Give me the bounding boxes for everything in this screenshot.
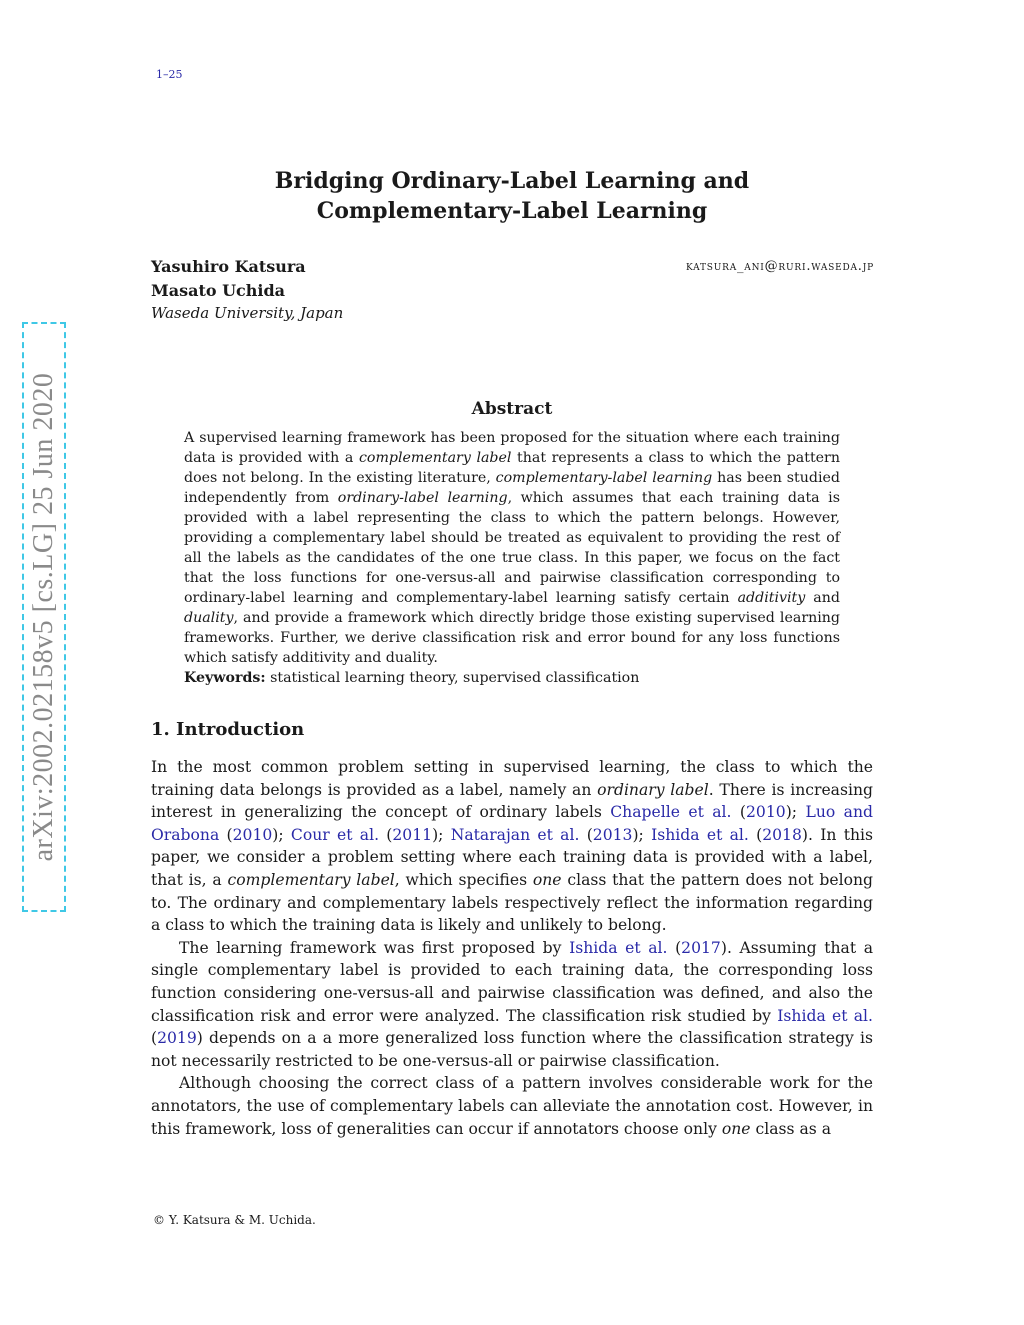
citation-link[interactable]: Chapelle et al.: [610, 803, 732, 822]
citation-link[interactable]: Cour et al.: [290, 825, 380, 844]
citation-year-link[interactable]: 2017: [681, 938, 721, 957]
citation-year-link[interactable]: 2018: [762, 825, 802, 844]
affiliation: Waseda University, Japan: [151, 304, 344, 322]
page-range: 1–25: [156, 68, 183, 81]
abstract-heading: Abstract: [471, 399, 553, 419]
paragraph-2: The learning framework was first proposed by Ishida et al. (2017). Assuming that a single complementary label is provided to each training data, the corresponding loss function considering one-versus-all and pairwise classification was defined, and also the classification risk and error were analyzed. The classification risk studied by Ishida et al. (2019) depends on a a more generalized loss function where the classification strategy is not necessarily restricted to be one-versus-all or pairwise classification.: [151, 938, 873, 1070]
copyright-footer: © Y. Katsura & M. Uchida.: [153, 1213, 316, 1227]
citation-year-link[interactable]: 2010: [232, 825, 273, 844]
citation-year-link[interactable]: 2013: [592, 825, 633, 844]
keywords-label: Keywords:: [184, 670, 266, 686]
author-2: Masato Uchida: [151, 281, 286, 300]
keywords: [184, 670, 639, 686]
citation-link[interactable]: Ishida et al.: [777, 1006, 873, 1025]
citation-year-link[interactable]: 2010: [746, 803, 786, 822]
keywords-text: statistical learning theory, supervised classification: [265, 670, 640, 686]
citation-link[interactable]: Ishida et al.: [651, 825, 749, 844]
paper-title: [150, 166, 874, 226]
arxiv-stamp-text: arXiv:2002.02158v5 [cs.LG] 25 Jun 2020: [28, 372, 59, 862]
citation-year-link[interactable]: 2011: [392, 825, 433, 844]
citation-link[interactable]: Luo and Orabona: [151, 803, 873, 844]
title-line-2: Complementary-Label Learning: [316, 198, 708, 224]
introduction-body: [151, 756, 873, 1140]
title-line-1: Bridging Ordinary-Label Learning and: [274, 168, 750, 194]
section-heading-introduction: 1. Introduction: [151, 719, 305, 740]
paragraph-3: Although choosing the correct class of a pattern involves considerable work for the annotators, the use of complementary labels can alleviate the annotation cost. However, in this framework, loss of generalities can occur if annotators choose only one class as a: [151, 1074, 873, 1138]
author-email[interactable]: katsura_ani@ruri.waseda.jp: [686, 259, 874, 274]
citation-link[interactable]: Ishida et al.: [569, 938, 668, 957]
author-1: Yasuhiro Katsura: [151, 257, 306, 276]
arxiv-stamp[interactable]: [22, 322, 66, 912]
citation-link[interactable]: Natarajan et al.: [450, 825, 580, 844]
abstract-body: A supervised learning framework has been proposed for the situation where each training data is provided with a complementary label that represents a class to which the pattern does not belong. In the existing literature, complementary-label learning has been studied independently from ordinary-label learning, which assumes that each training data is provided with a label representing the class to which the pattern belongs. However, providing a complementary label should be treated as equivalent to providing the rest of all the labels as the candidates of the one true class. In this paper, we focus on the fact that the loss functions for one-versus-all and pairwise classification corresponding to ordinary-label learning and complementary-label learning satisfy certain additivity and duality, and provide a framework which directly bridge those existing supervised learning frameworks. Further, we derive classification risk and error bound for any loss functions which satisfy additivity and duality.: [184, 430, 840, 666]
paragraph-1: In the most common problem setting in supervised learning, the class to which the training data belongs is provided as a label, namely an ordinary label. There is increasing interest in generalizing the concept of ordinary labels Chapelle et al. (2010); Luo and Orabona (2010); Cour et al. (2011); Natarajan et al. (2013); Ishida et al. (2018). In this paper, we consider a problem setting where each training data is provided with a label, that is, a complementary label, which specifies one class that the pattern does not belong to. The ordinary and complementary labels respectively reflect the information regarding a class to which the training data is likely and unlikely to belong.: [151, 758, 874, 935]
citation-year-link[interactable]: 2019: [157, 1029, 197, 1048]
